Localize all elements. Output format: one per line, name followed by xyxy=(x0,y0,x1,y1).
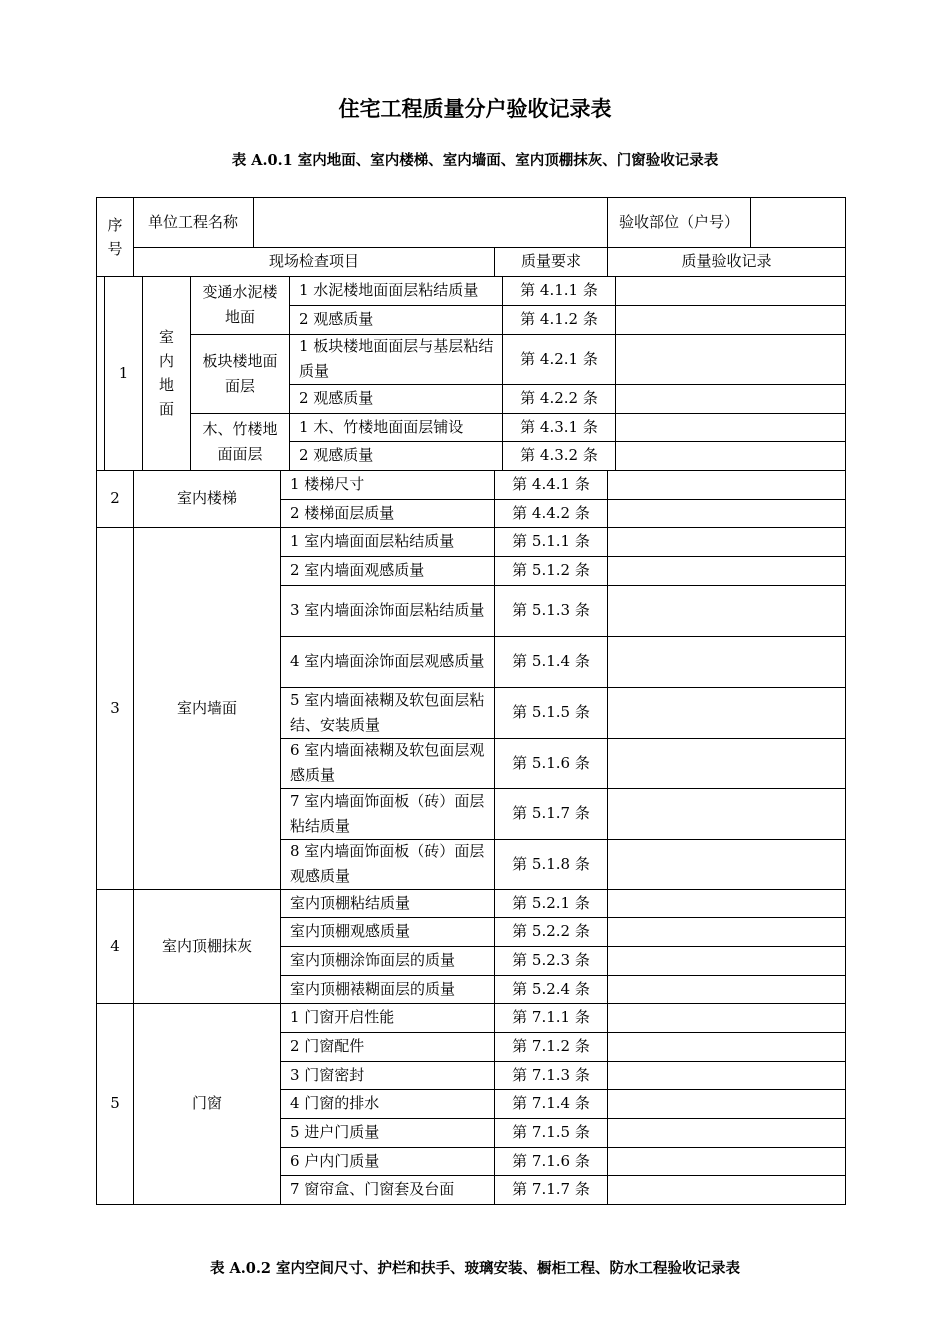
inspection-item: 3 室内墙面涂饰面层粘结质量 xyxy=(290,601,485,619)
quality-requirement: 第 5.2.2 条 xyxy=(512,922,590,940)
quality-requirement: 第 4.3.1 条 xyxy=(520,417,598,436)
quality-requirement: 第 7.1.5 条 xyxy=(512,1123,590,1141)
acceptance-record-input[interactable] xyxy=(608,470,845,499)
seq-header-text: 序号 xyxy=(107,215,123,258)
inspection-item: 1 楼梯尺寸 xyxy=(290,475,365,493)
inspection-item: 室内顶棚裱糊面层的质量 xyxy=(290,979,456,998)
inspection-item: 室内顶棚观感质量 xyxy=(290,922,411,940)
quality-requirement: 第 7.1.1 条 xyxy=(512,1008,590,1026)
table-caption-a02: 表 A.0.2 室内空间尺寸、护栏和扶手、玻璃安装、橱柜工程、防水工程验收记录表 xyxy=(209,1260,741,1277)
quality-requirement: 第 4.2.2 条 xyxy=(520,389,598,407)
group-name: 室内楼梯 xyxy=(176,489,237,507)
inspection-item: 2 门窗配件 xyxy=(290,1037,365,1055)
group-number: 1 xyxy=(118,363,129,382)
table-caption-a01: 表 A.0.1 室内地面、室内楼梯、室内墙面、室内顶棚抹灰、门窗验收记录表 xyxy=(231,152,719,169)
inspection-item: 3 门窗密封 xyxy=(290,1065,365,1084)
group-name-text: 室内地面 xyxy=(158,328,174,418)
unit-project-name-value[interactable] xyxy=(254,197,607,247)
subgroup-name: 变通水泥楼地面 xyxy=(202,283,278,326)
acceptance-record-input[interactable] xyxy=(616,334,845,384)
inspection-item: 7 窗帘盒、门窗套及台面 xyxy=(290,1180,455,1198)
quality-requirement: 第 5.2.1 条 xyxy=(512,893,590,912)
table-rule xyxy=(845,197,846,1205)
inspection-item: 8 室内墙面饰面板（砖）面层观感质量 xyxy=(290,842,485,885)
inspection-item: 1 板块楼地面面层与基层粘结质量 xyxy=(299,337,494,380)
inspection-item: 2 观感质量 xyxy=(299,310,374,328)
acceptance-record-input[interactable] xyxy=(616,441,845,470)
acceptance-record-input[interactable] xyxy=(608,636,845,687)
quality-requirement: 第 4.2.1 条 xyxy=(520,349,598,368)
table-rule xyxy=(96,1204,846,1205)
acceptance-record-input[interactable] xyxy=(608,1147,845,1175)
acceptance-record-input[interactable] xyxy=(608,556,845,585)
unit-project-name-label: 单位工程名称 xyxy=(147,212,238,231)
acceptance-record-input[interactable] xyxy=(616,384,845,413)
quality-requirement: 第 4.3.2 条 xyxy=(520,446,598,464)
quality-requirement: 第 5.1.2 条 xyxy=(512,561,590,579)
quality-requirement: 第 7.1.6 条 xyxy=(512,1151,590,1170)
seq-header xyxy=(97,197,133,276)
acceptance-record-input[interactable] xyxy=(616,413,845,441)
quality-requirement: 第 4.1.1 条 xyxy=(520,281,598,299)
quality-requirement: 第 5.1.5 条 xyxy=(512,703,590,721)
acceptance-record-input[interactable] xyxy=(616,305,845,334)
acceptance-record-input[interactable] xyxy=(608,1118,845,1147)
acceptance-record-input[interactable] xyxy=(608,527,845,556)
acceptance-record-header: 质量验收记录 xyxy=(681,252,772,270)
acceptance-record-input[interactable] xyxy=(608,1003,845,1032)
quality-requirement: 第 4.4.2 条 xyxy=(512,503,590,522)
acceptance-location-label: 验收部位（户号） xyxy=(618,212,739,231)
quality-requirement: 第 7.1.4 条 xyxy=(512,1094,590,1112)
quality-requirement: 第 5.1.1 条 xyxy=(512,532,590,550)
quality-requirement: 第 5.1.6 条 xyxy=(512,753,590,772)
acceptance-record-input[interactable] xyxy=(608,946,845,975)
subgroup-name: 板块楼地面面层 xyxy=(202,351,278,395)
inspection-item: 2 观感质量 xyxy=(299,446,374,464)
inspection-item: 4 室内墙面涂饰面层观感质量 xyxy=(290,652,485,670)
inspection-item: 室内顶棚涂饰面层的质量 xyxy=(290,951,456,969)
quality-requirement: 第 5.1.8 条 xyxy=(512,854,590,873)
acceptance-record-input[interactable] xyxy=(608,917,845,946)
inspection-item: 4 门窗的排水 xyxy=(290,1094,380,1112)
acceptance-record-input[interactable] xyxy=(608,1089,845,1118)
inspection-item: 1 门窗开启性能 xyxy=(290,1008,395,1026)
group-number: 4 xyxy=(110,936,120,955)
inspection-item: 1 室内墙面面层粘结质量 xyxy=(290,532,455,550)
quality-requirement: 第 7.1.7 条 xyxy=(512,1180,590,1198)
quality-requirement-header: 质量要求 xyxy=(520,252,581,270)
inspection-item: 2 观感质量 xyxy=(299,389,374,407)
group-name xyxy=(143,276,190,470)
quality-requirement: 第 5.1.7 条 xyxy=(512,804,590,822)
acceptance-record-input[interactable] xyxy=(608,1061,845,1089)
acceptance-record-input[interactable] xyxy=(608,585,845,636)
group-name: 室内顶棚抹灰 xyxy=(161,936,252,955)
acceptance-record-input[interactable] xyxy=(608,889,845,917)
inspection-item: 1 木、竹楼地面面层铺设 xyxy=(299,417,464,436)
quality-requirement: 第 5.2.3 条 xyxy=(512,951,590,969)
acceptance-record-input[interactable] xyxy=(608,975,845,1003)
inspection-item: 1 水泥楼地面面层粘结质量 xyxy=(299,281,479,299)
group-number: 2 xyxy=(110,489,120,507)
inspection-item: 5 进户门质量 xyxy=(290,1123,380,1141)
quality-requirement: 第 5.1.3 条 xyxy=(512,601,590,619)
group-name: 室内墙面 xyxy=(176,698,237,717)
acceptance-record-input[interactable] xyxy=(616,276,845,305)
inspection-item: 6 室内墙面裱糊及软包面层观感质量 xyxy=(290,741,485,784)
acceptance-record-input[interactable] xyxy=(608,738,845,788)
inspection-items-header: 现场检查项目 xyxy=(268,252,359,270)
inspection-item: 2 室内墙面观感质量 xyxy=(290,561,425,579)
subgroup-name: 木、竹楼地面面层 xyxy=(202,419,278,463)
group-number: 3 xyxy=(110,698,120,717)
acceptance-record-input[interactable] xyxy=(608,687,845,738)
acceptance-record-input[interactable] xyxy=(608,1032,845,1061)
quality-requirement: 第 4.4.1 条 xyxy=(512,475,590,493)
inspection-item: 室内顶棚粘结质量 xyxy=(290,893,411,912)
quality-requirement: 第 7.1.3 条 xyxy=(512,1065,590,1084)
inspection-item: 7 室内墙面饰面板（砖）面层粘结质量 xyxy=(290,791,485,835)
quality-requirement: 第 4.1.2 条 xyxy=(520,310,598,328)
inspection-item: 6 户内门质量 xyxy=(290,1151,380,1170)
group-name: 门窗 xyxy=(191,1094,222,1112)
inspection-item: 5 室内墙面裱糊及软包面层粘结、安装质量 xyxy=(290,690,485,734)
acceptance-record-input[interactable] xyxy=(608,839,845,889)
group-number: 5 xyxy=(110,1094,120,1112)
quality-requirement: 第 7.1.2 条 xyxy=(512,1037,590,1055)
acceptance-record-input[interactable] xyxy=(608,1175,845,1204)
acceptance-record-input[interactable] xyxy=(608,499,845,527)
inspection-item: 2 楼梯面层质量 xyxy=(290,503,395,522)
quality-requirement: 第 5.2.4 条 xyxy=(512,979,590,998)
quality-requirement: 第 5.1.4 条 xyxy=(512,652,590,670)
acceptance-location-value[interactable] xyxy=(751,197,845,247)
acceptance-record-input[interactable] xyxy=(608,788,845,839)
page-title: 住宅工程质量分户验收记录表 xyxy=(338,96,612,121)
